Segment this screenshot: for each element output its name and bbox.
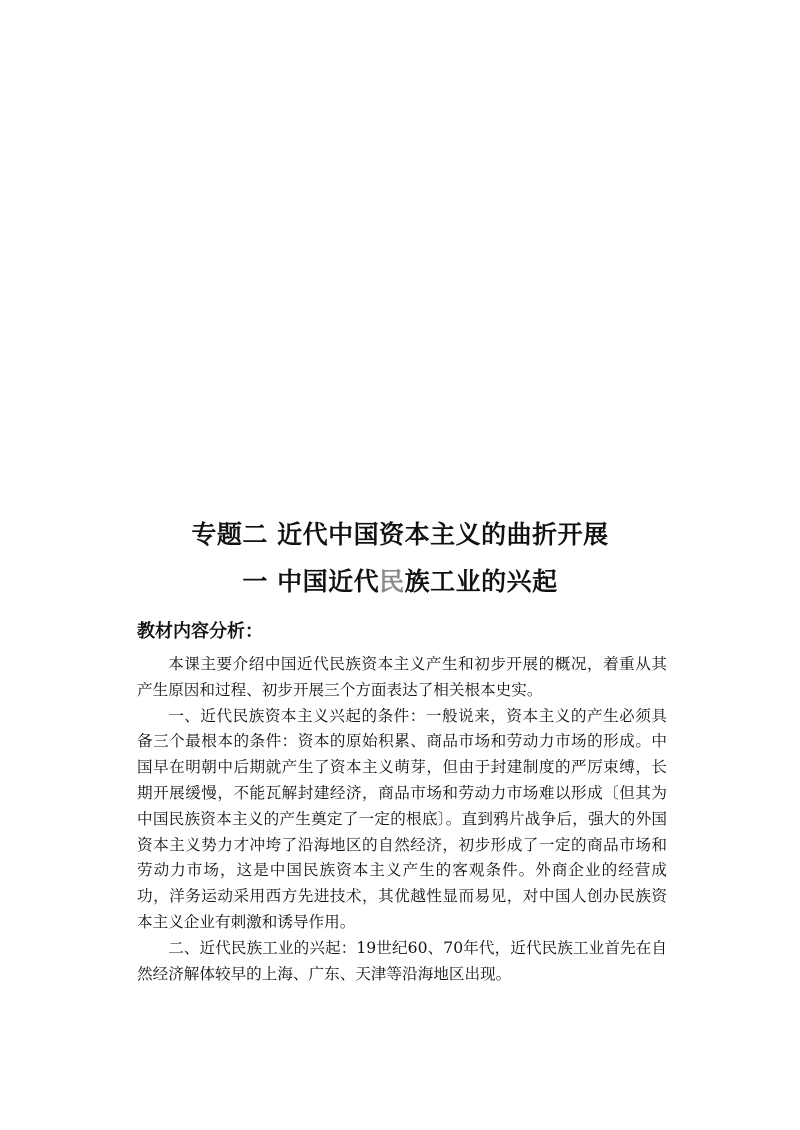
paragraph-intro: 本课主要介绍中国近代民族资本主义产生和初步开展的概况，着重从其产生原因和过程、初步开展三个方面表达了相关根本史实。 <box>137 655 667 699</box>
document-subtitle <box>0 564 800 600</box>
body-text <box>137 652 667 987</box>
section-heading: 教材内容分析： <box>137 621 263 642</box>
subtitle-faded-char: 民 <box>379 567 405 596</box>
subtitle-prefix: 一 中国近代 <box>242 567 380 596</box>
paragraph-rise: 二、近代民族工业的兴起：19世纪60、70年代，近代民族工业首先在自然经济解体较早的上海、广东、天津等沿海地区出现。 <box>137 938 667 983</box>
subtitle-suffix: 族工业的兴起 <box>404 567 558 596</box>
document-title: 专题二 近代中国资本主义的曲折开展 <box>191 520 609 549</box>
paragraph-conditions: 一、近代民族资本主义兴起的条件：一般说来，资本主义的产生必须具备三个最根本的条件：资本的原始积累、商品市场和劳动力市场的形成。中国早在明朝中后期就产生了资本主义萌芽，但由于封建制度的严厉束缚，长期开展缓慢，不能瓦解封建经济，商品市场和劳动力市场难以形成〔但其为中国民族资本主义的产生奠定了一定的根底〕。直到鸦片战争后，强大的外国资本主义势力才冲垮了沿海地区的自然经济，初步形成了一定的商品市场和劳动力市场，这是中国民族资本主义产生的客观条件。外商企业的经营成功，洋务运动采用西方先进技术，其优越性显而易见，对中国人创办民族资本主义企业有刺激和诱导作用。 <box>137 706 667 931</box>
